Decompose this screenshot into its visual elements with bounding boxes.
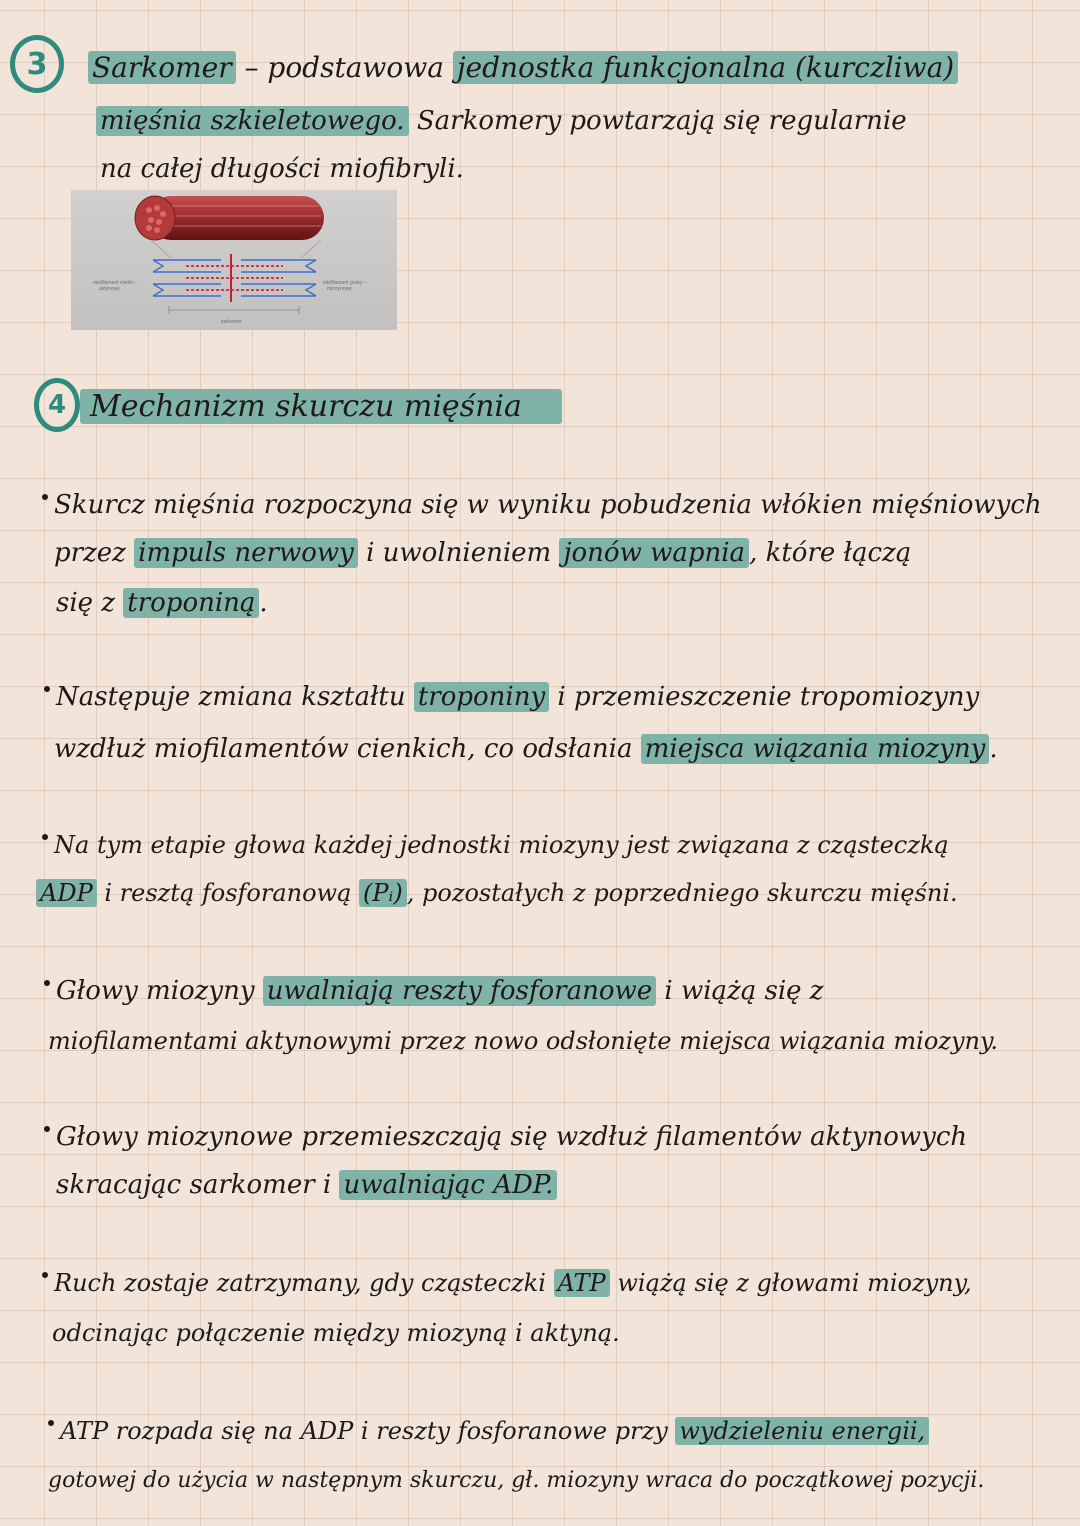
bullet-dot [42, 494, 48, 500]
sarcomere-illustration [71, 190, 397, 330]
sarkomer-line-3 [100, 152, 464, 186]
bullet-3-line-2 [36, 876, 958, 910]
bullet-6-line-2 [52, 1316, 620, 1350]
bullet-dot [44, 1126, 50, 1132]
bullet-7-line-2 [48, 1464, 984, 1498]
bullet-1-line-2 [54, 536, 911, 570]
sarkomer-line-1 [88, 50, 958, 86]
text-segment: skracając sarkomer i [56, 1170, 340, 1200]
text-segment: się z [56, 588, 124, 618]
label-thin-filament-2: aktynowy [99, 286, 120, 292]
text-segment: i uwolnieniem [357, 538, 560, 568]
bullet-6-line-1 [42, 1266, 972, 1300]
highlighted-text: miejsca wiązania miozyny [641, 734, 990, 764]
highlighted-text: troponiną [123, 588, 259, 618]
sarcomere-figure [71, 190, 397, 330]
section-number-4 [34, 378, 80, 432]
highlighted-text: uwalniają reszty fosforanowe [263, 976, 656, 1006]
bullet-dot [42, 834, 48, 840]
text-segment: Na tym etapie głowa każdej jednostki miozyny jest związana z cząsteczką [54, 831, 949, 859]
label-thick-filament-2: miozynowy [327, 286, 352, 292]
text-segment: gotowej do użycia w następnym skurczu, gł. miozyny wraca do początkowej pozycji. [48, 1468, 985, 1493]
text-segment: i przemieszczenie tropomiozyny [549, 682, 980, 712]
text-segment: Głowy miozynowe przemieszczają się wzdłuż filamentów aktynowych [56, 1122, 968, 1152]
section-number-4-text: 4 [47, 390, 67, 420]
highlighted-text: uwalniając ADP. [339, 1170, 557, 1200]
bullet-dot [44, 980, 50, 986]
highlighted-text: mięśnia szkieletowego. [96, 106, 409, 136]
bullet-2-line-1 [44, 680, 979, 714]
section-4-title-text: Mechanizm skurczu mięśnia [80, 389, 562, 424]
bullet-2-line-2 [54, 732, 998, 766]
bullet-5-line-1 [44, 1120, 967, 1154]
text-segment: Sarkomery powtarzają się regularnie [408, 106, 907, 136]
text-segment: przez [54, 538, 135, 568]
text-segment: wiążą się z głowami miozyny, [609, 1269, 972, 1297]
text-segment: . [259, 588, 268, 618]
bullet-1-line-3 [56, 586, 268, 620]
text-segment: Następuje zmiana kształtu [56, 682, 414, 712]
highlighted-text: jonów wapnia [559, 538, 749, 568]
highlighted-text: jednostka funkcjonalna (kurczliwa) [453, 51, 958, 84]
text-segment: , które łączą [749, 538, 912, 568]
section-number-3 [10, 35, 64, 93]
bullet-dot [42, 1272, 48, 1278]
bullet-4-line-1 [44, 974, 824, 1008]
bullet-7-line-1 [48, 1414, 929, 1448]
text-segment: i wiążą się z [656, 976, 824, 1006]
highlighted-text: ATP [554, 1269, 610, 1297]
bullet-dot [44, 686, 50, 692]
text-segment: i resztą fosforanową [96, 879, 360, 907]
highlighted-text: ADP [36, 879, 97, 907]
text-segment: na całej długości miofibryli. [100, 154, 464, 184]
bullet-4-line-2 [48, 1024, 998, 1058]
text-segment: Skurcz mięśnia rozpoczyna się w wyniku pobudzenia włókien mięśniowych [54, 490, 1042, 520]
text-segment: , pozostałych z poprzedniego skurczu mięśni. [406, 879, 958, 907]
highlighted-text: wydzieleniu energii, [675, 1417, 929, 1445]
label-sarcomere: sarkomer [221, 319, 242, 325]
bullet-3-line-1 [42, 828, 949, 862]
myosin-filaments [186, 266, 283, 290]
text-segment: miofilamentami aktynowymi przez nowo odsłonięte miejsca wiązania miozyny. [48, 1027, 998, 1055]
text-segment: odcinając połączenie między miozyną i aktyną. [52, 1319, 620, 1347]
actin-filaments [153, 260, 316, 296]
text-segment: Głowy miozyny [56, 976, 263, 1006]
highlighted-text: Sarkomer [88, 51, 236, 84]
bullet-1-line-1 [42, 488, 1042, 522]
text-segment: . [989, 734, 998, 764]
section-number-3-text: 3 [26, 46, 48, 82]
sarkomer-line-2 [96, 104, 907, 138]
bullet-dot [48, 1420, 54, 1426]
section-4-title [80, 387, 562, 427]
highlighted-text: troponiny [414, 682, 549, 712]
highlighted-text: impuls nerwowy [134, 538, 358, 568]
label-thick-filament-1: miofilament gruby – [323, 280, 367, 286]
label-thin-filament-1: miofilament cienki – [93, 280, 137, 286]
text-segment: Ruch zostaje zatrzymany, gdy cząsteczki [54, 1269, 554, 1297]
text-segment: ATP rozpada się na ADP i reszty fosforanowe przy [60, 1417, 676, 1445]
bullet-5-line-2 [56, 1168, 557, 1202]
highlighted-text: (Pᵢ) [359, 879, 407, 907]
muscle-fiber-end [135, 196, 175, 240]
text-segment: wzdłuż miofilamentów cienkich, co odsłania [54, 734, 641, 764]
text-segment: – podstawowa [235, 51, 453, 84]
